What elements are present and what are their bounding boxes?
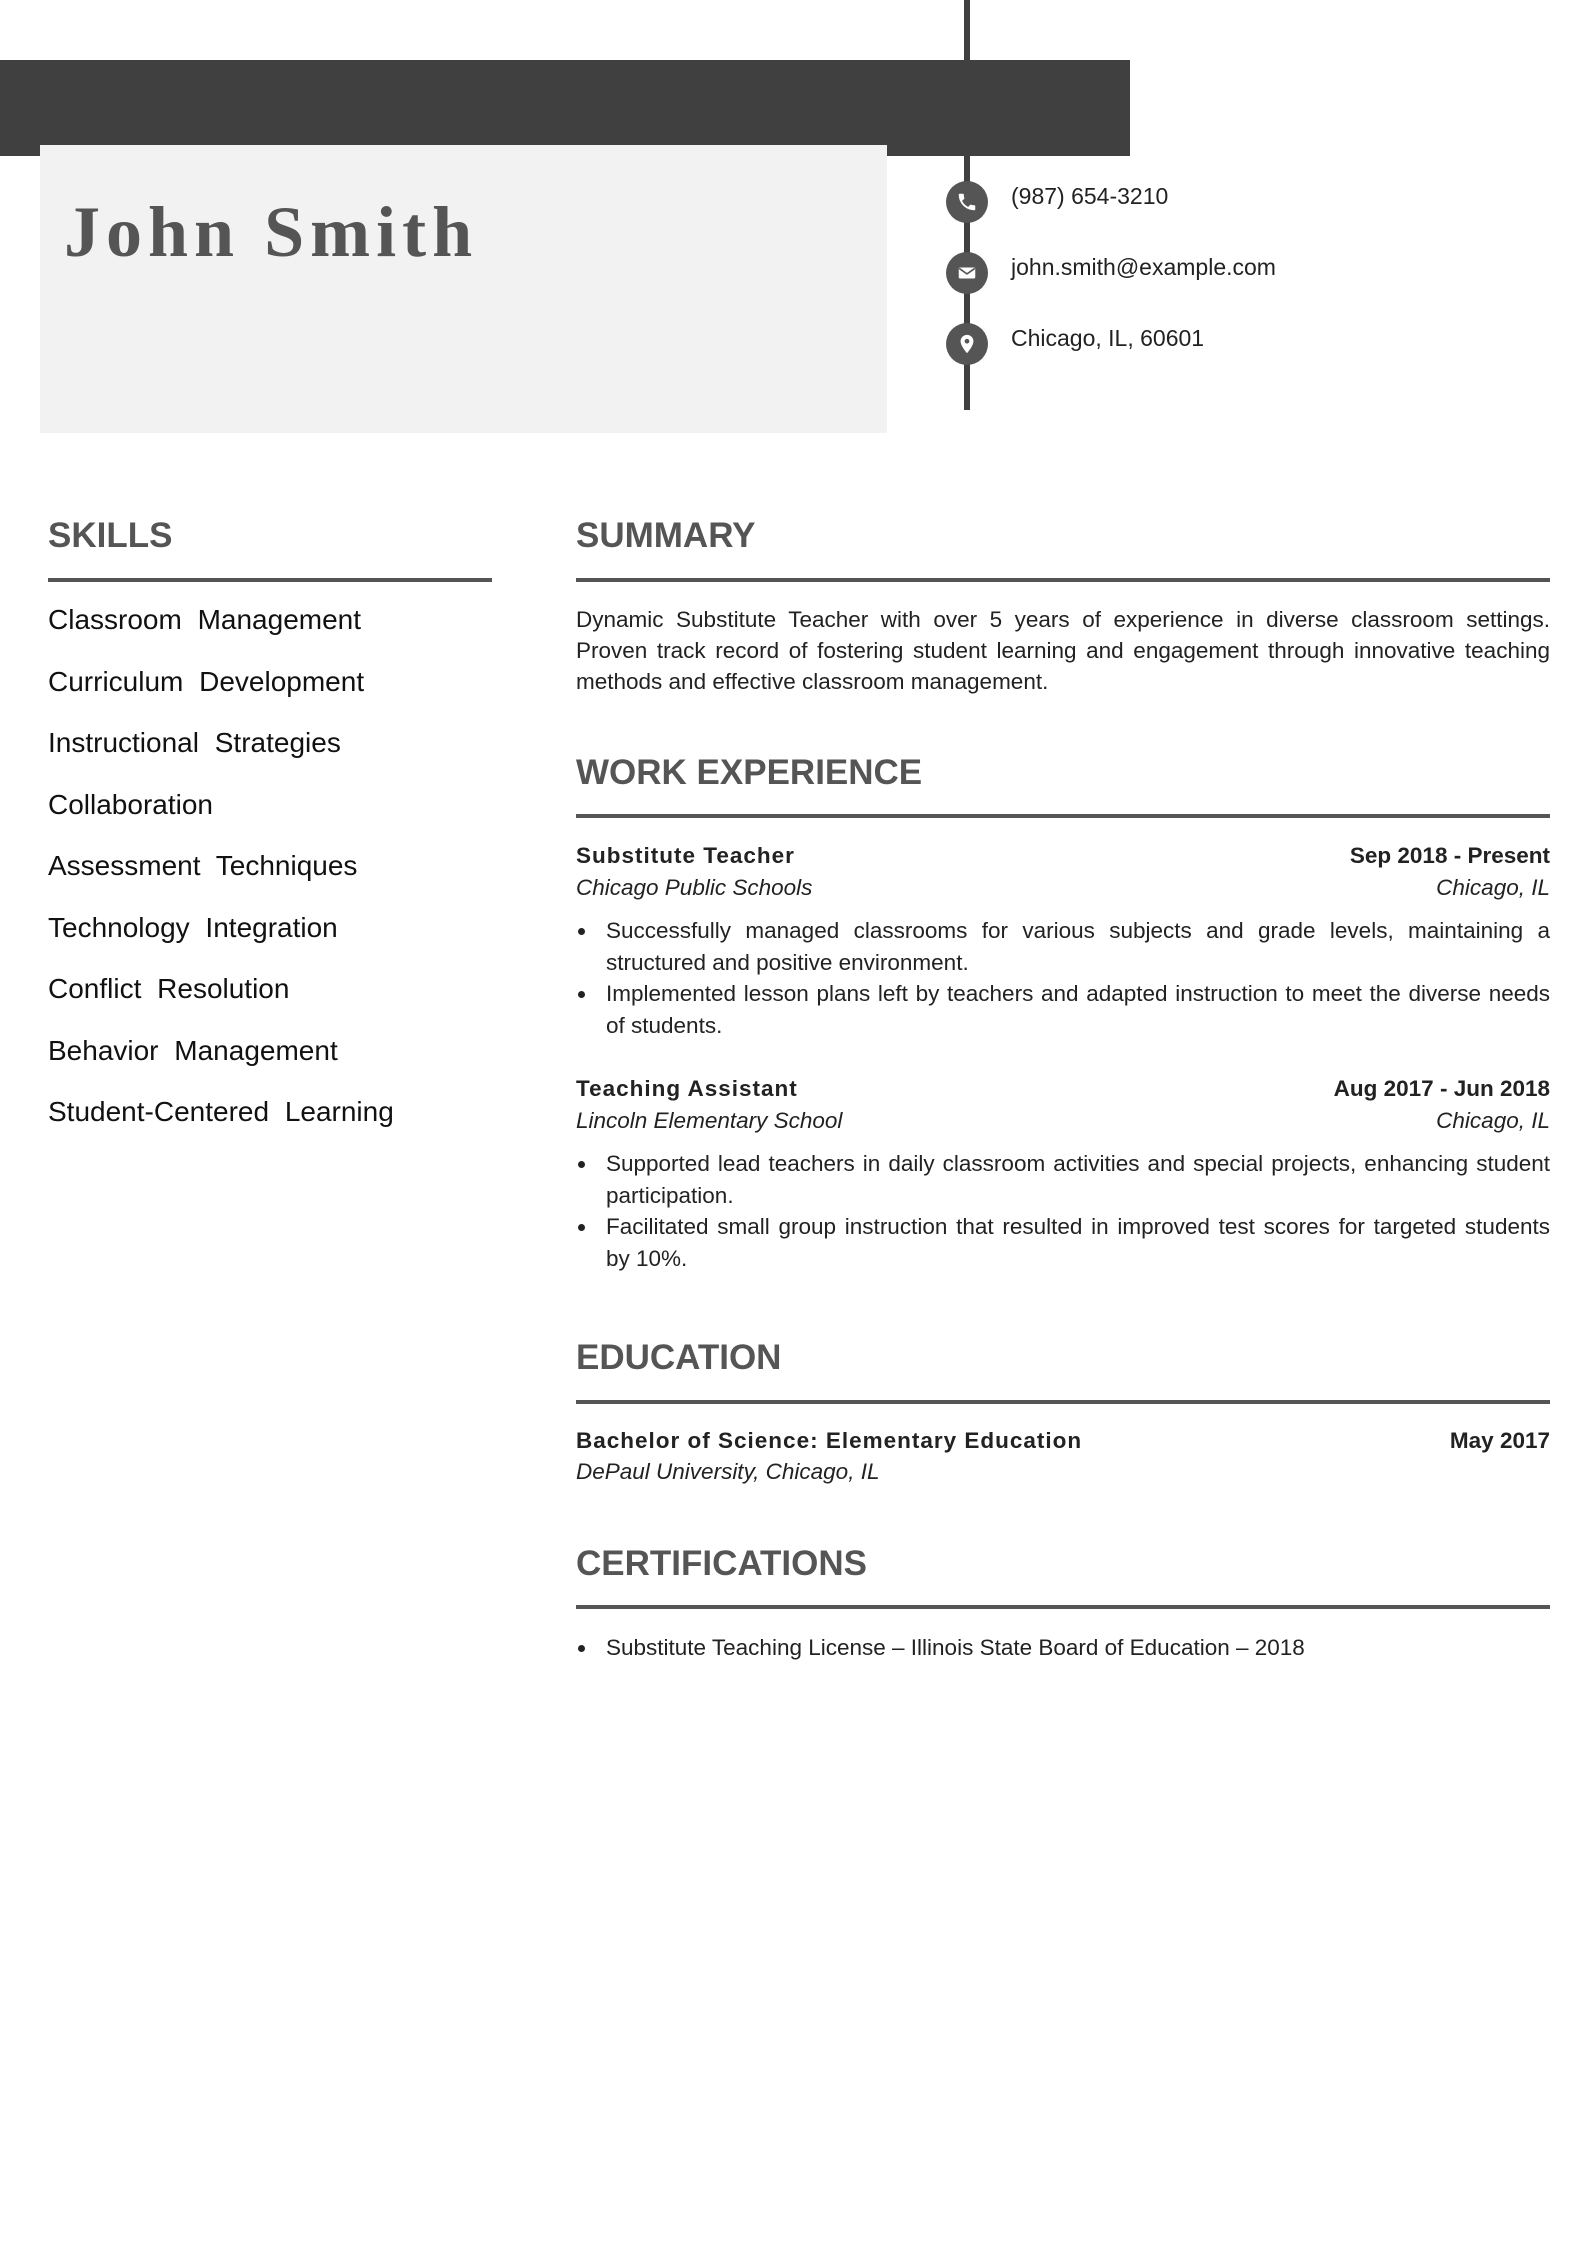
contact-phone: (987) 654-3210 — [1011, 183, 1169, 209]
skill-item: Conflict Resolution — [48, 973, 290, 1004]
skill-item: Behavior Management — [48, 1034, 338, 1066]
candidate-name: John Smith — [64, 192, 479, 272]
name-box — [40, 145, 887, 433]
envelope-icon — [946, 252, 988, 294]
skill-item: Student-Centered Learning — [48, 1096, 394, 1127]
skill-item: Instructional Strategies — [48, 727, 341, 758]
education-subheader — [576, 1457, 1550, 1487]
job-subheader — [576, 1106, 1550, 1136]
certifications-heading: CERTIFICATIONS — [576, 1544, 868, 1583]
job-title: Substitute Teacher — [576, 843, 795, 868]
summary-divider — [576, 578, 1550, 582]
skill-item: Technology Integration — [48, 911, 338, 943]
job-header — [576, 841, 1550, 871]
job-bullet: Supported lead teachers in daily classroom activities and special projects, enhancing student participation. — [576, 1148, 1550, 1211]
header-bar — [0, 60, 1130, 156]
job-bullets — [576, 915, 1550, 1041]
skill-item: Collaboration — [48, 788, 213, 820]
summary-heading: SUMMARY — [576, 516, 756, 555]
job-header — [576, 1074, 1550, 1104]
contact-location: Chicago, IL, 60601 — [1011, 325, 1205, 351]
job-subheader — [576, 873, 1550, 903]
summary-text: Dynamic Substitute Teacher with over 5 years of experience in diverse classroom settings. Proven track record of fostering student learning and engagement through innovative teaching methods and effective classroom management. — [576, 607, 1550, 694]
job-organization: Lincoln Elementary School — [576, 1108, 843, 1133]
job-bullet: Facilitated small group instruction that resulted in improved test scores for targeted students by 10%. — [576, 1211, 1550, 1274]
map-pin-icon — [946, 323, 988, 365]
job-dates: Sep 2018 - Present — [1349, 843, 1550, 868]
skill-item: Curriculum Development — [48, 665, 365, 697]
job-dates: Aug 2017 - Jun 2018 — [1333, 1076, 1550, 1101]
skill-item: Assessment Techniques — [48, 850, 358, 881]
experience-heading: WORK EXPERIENCE — [576, 753, 923, 792]
certifications-divider — [576, 1605, 1550, 1609]
phone-icon — [946, 181, 988, 223]
job-organization: Chicago Public Schools — [576, 875, 813, 900]
job-bullets — [576, 1148, 1550, 1274]
education-heading: EDUCATION — [576, 1338, 782, 1377]
certifications-list — [576, 1632, 1550, 1664]
certification-item: Substitute Teaching License – Illinois State Board of Education – 2018 — [576, 1632, 1550, 1664]
skill-item: Classroom Management — [48, 604, 362, 635]
education-header — [576, 1426, 1550, 1456]
job-bullet: Implemented lesson plans left by teachers and adapted instruction to meet the diverse needs of students. — [576, 978, 1550, 1041]
degree: Bachelor of Science: Elementary Education — [576, 1428, 1083, 1453]
education-divider — [576, 1400, 1550, 1404]
skills-list — [48, 602, 394, 1156]
skills-divider — [48, 578, 492, 582]
graduation-date: May 2017 — [1449, 1428, 1550, 1453]
job-location: Chicago, IL — [1436, 1108, 1550, 1133]
experience-divider — [576, 814, 1550, 818]
school: DePaul University, Chicago, IL — [576, 1459, 880, 1484]
job-title: Teaching Assistant — [576, 1076, 798, 1101]
job-bullet: Successfully managed classrooms for various subjects and grade levels, maintaining a structured and positive environment. — [576, 915, 1550, 978]
contact-email: john.smith@example.com — [1011, 254, 1276, 280]
skills-heading: SKILLS — [48, 516, 173, 555]
job-location: Chicago, IL — [1436, 875, 1550, 900]
